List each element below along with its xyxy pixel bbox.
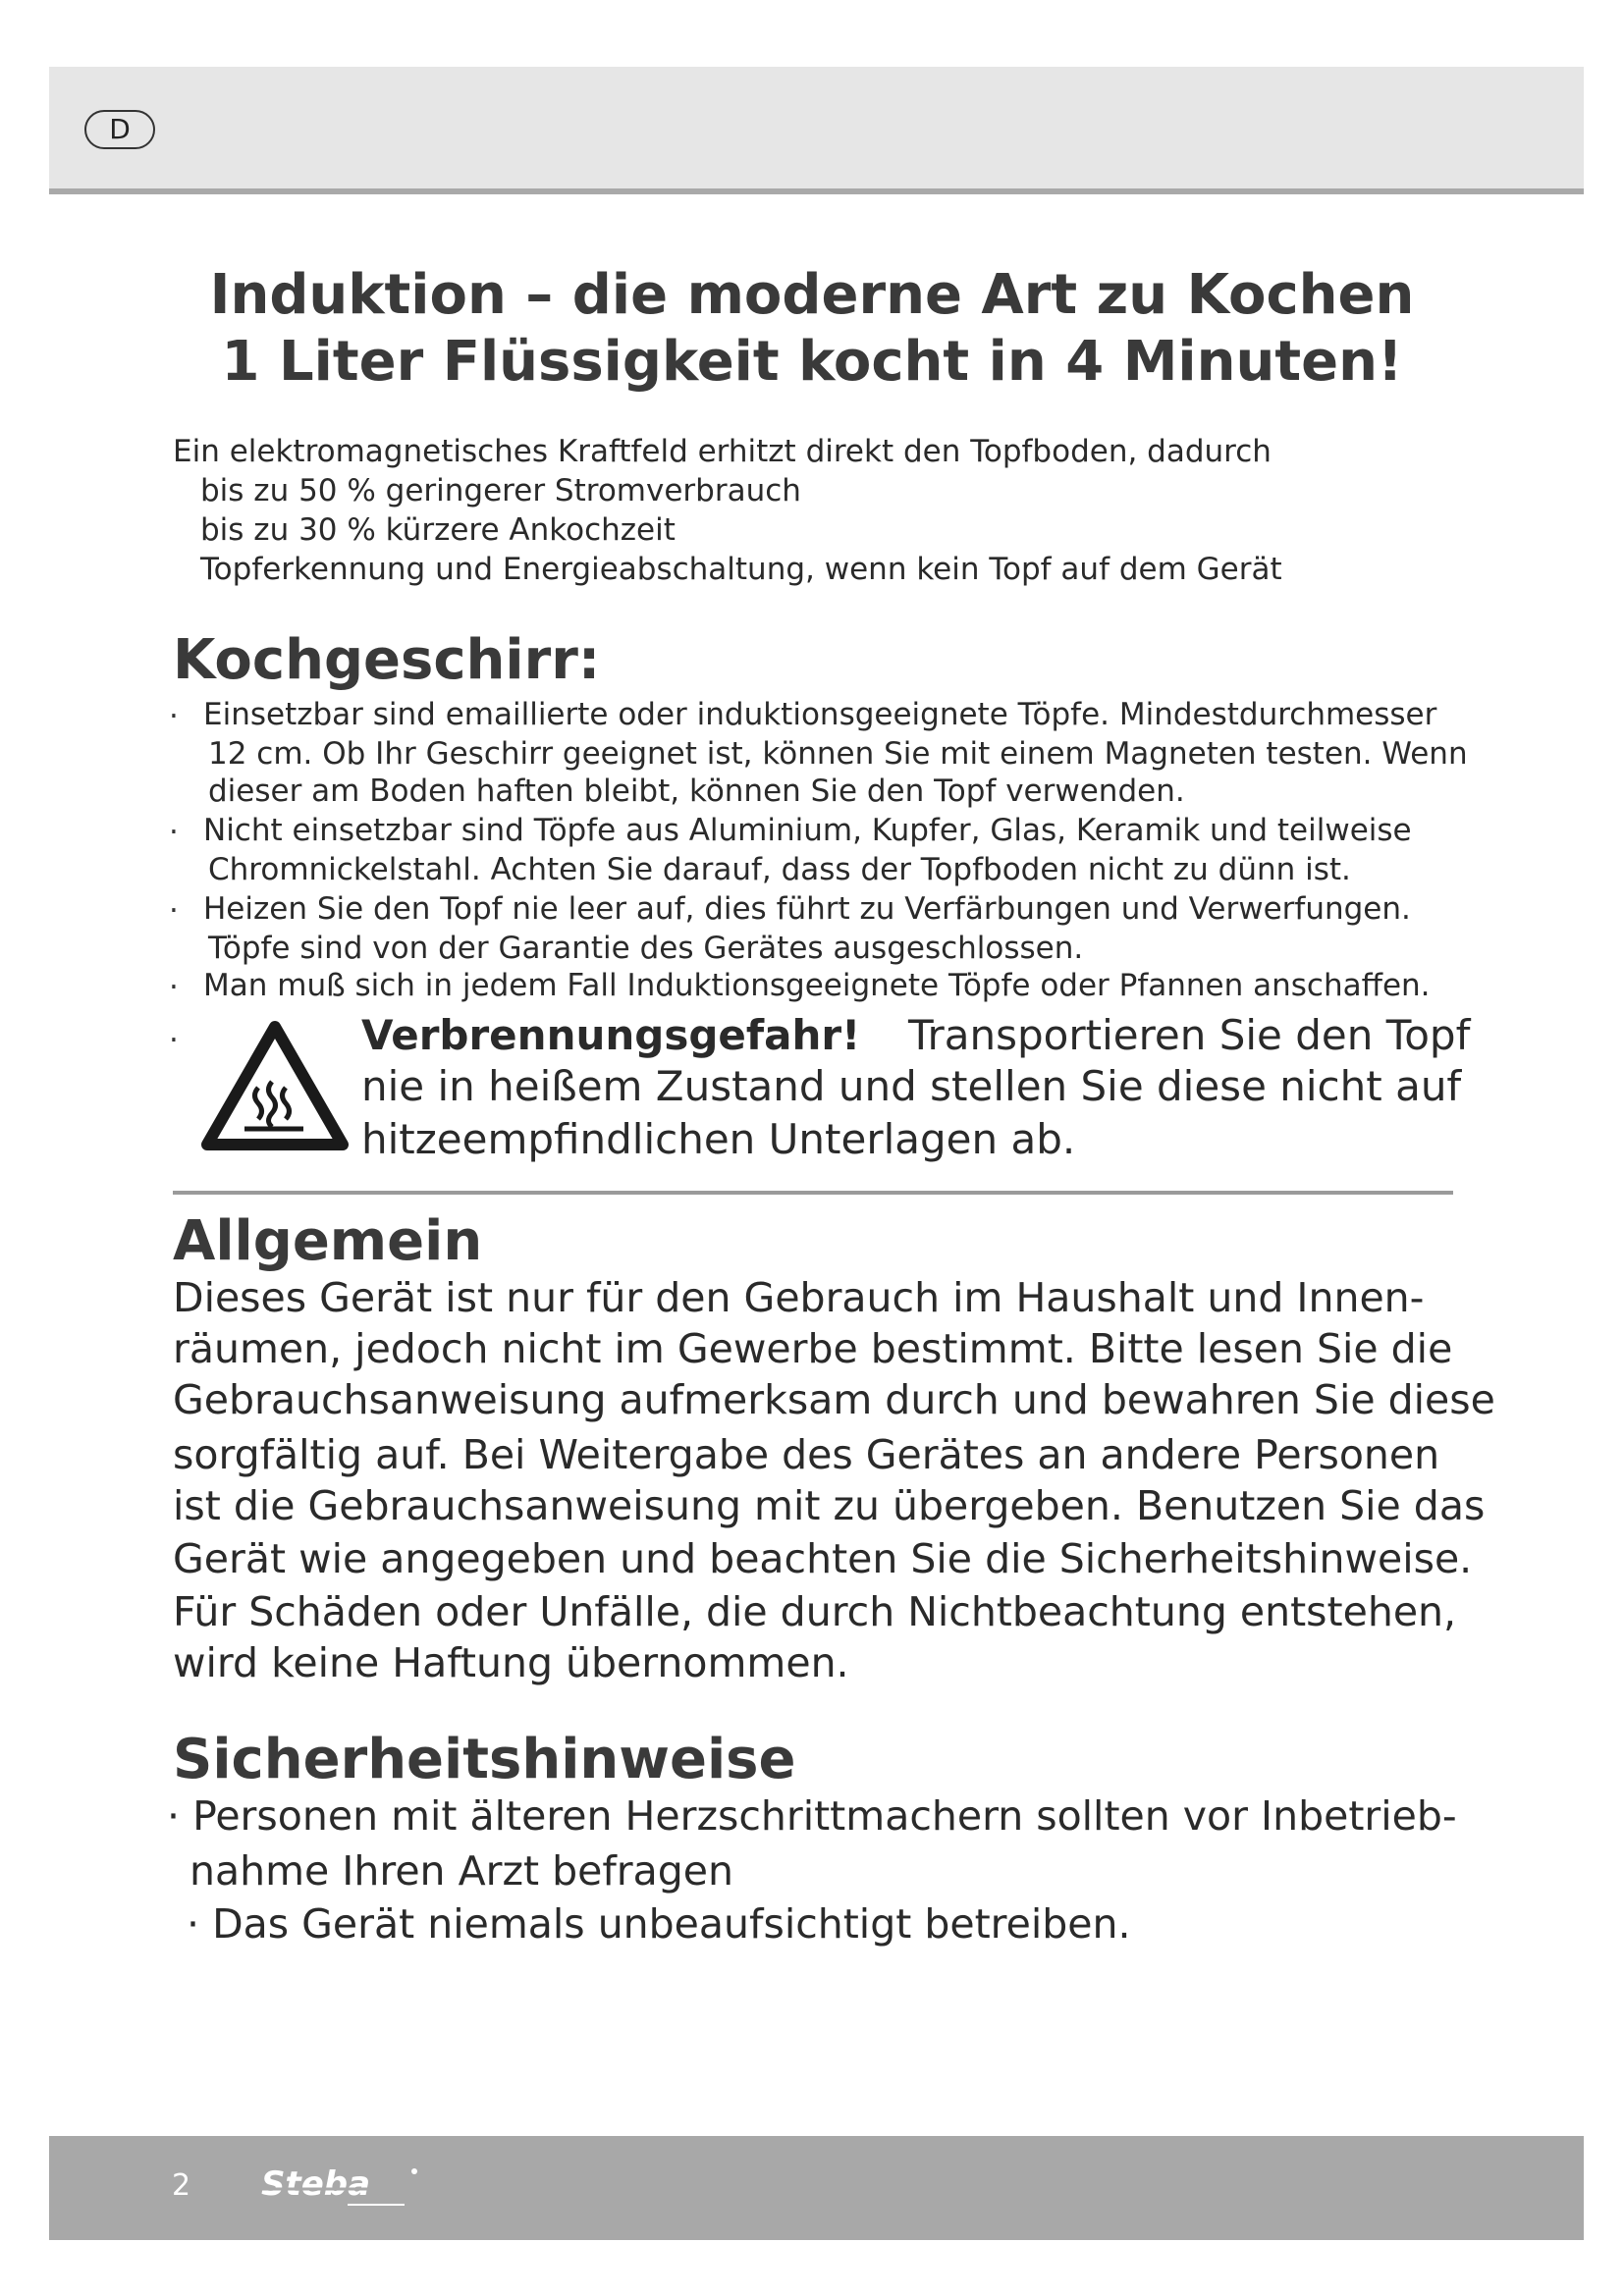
footer-band	[49, 2136, 1584, 2240]
warning-line-1	[361, 1011, 1470, 1059]
page-number: 2	[172, 2168, 191, 2203]
warning-line-3: hitzeempfindlichen Unterlagen ab.	[361, 1115, 1076, 1163]
bullet-line: Chromnickelstahl. Achten Sie darauf, dass der Topfboden nicht zu dünn ist.	[208, 852, 1351, 887]
page-title-line1: Induktion – die moderne Art zu Kochen	[209, 263, 1415, 327]
bullet-line: 12 cm. Ob Ihr Geschirr geeignet ist, können Sie mit einem Magneten testen. Wenn	[208, 736, 1468, 772]
intro-item: bis zu 30 % kürzere Ankochzeit	[200, 512, 676, 548]
body-text-line: räumen, jedoch nicht im Gewerbe bestimmt. Bitte lesen Sie die	[173, 1325, 1453, 1372]
bullet-line: dieser am Boden haften bleibt, können Sie den Topf verwenden.	[208, 774, 1185, 809]
bullet-line: Einsetzbar sind emaillierte oder induktionsgeeignete Töpfe. Mindestdurchmesser	[203, 697, 1437, 732]
body-text-line: Gerät wie angegeben und beachten Sie die Sicherheitshinweise.	[173, 1535, 1473, 1582]
safety-bullet-line: · Personen mit älteren Herzschrittmachern sollten vor Inbetrieb-	[167, 1792, 1457, 1840]
section-heading-kochgeschirr: Kochgeschirr:	[173, 628, 601, 692]
body-text-line: ist die Gebrauchsanweisung mit zu übergeben. Benutzen Sie das	[173, 1482, 1486, 1529]
brand-logo-text: Steba	[261, 2164, 371, 2204]
bullet-dot: ·	[169, 1023, 179, 1058]
bullet-line: Töpfe sind von der Garantie des Gerätes ausgeschlossen.	[208, 931, 1084, 966]
safety-bullet-line: nahme Ihren Arzt befragen	[189, 1847, 734, 1895]
intro-item: bis zu 50 % geringerer Stromverbrauch	[200, 473, 801, 508]
section-heading-allgemein: Allgemein	[173, 1209, 483, 1273]
warning-bold-label: Verbrennungsgefahr!	[361, 1011, 861, 1059]
bullet-line: Man muß sich in jedem Fall Induktionsgeeignete Töpfe oder Pfannen anschaffen.	[203, 968, 1431, 1003]
language-badge: D	[84, 110, 155, 149]
bullet-dot: ·	[169, 815, 179, 850]
body-text-line: Gebrauchsanweisung aufmerksam durch und bewahren Sie diese	[173, 1376, 1495, 1423]
safety-bullet-line: · Das Gerät niemals unbeaufsichtigt betreiben.	[187, 1900, 1131, 1948]
intro-lead: Ein elektromagnetisches Kraftfeld erhitzt direkt den Topfboden, dadurch	[173, 434, 1272, 469]
bullet-line: Nicht einsetzbar sind Töpfe aus Aluminium, Kupfer, Glas, Keramik und teilweise	[203, 813, 1412, 848]
header-band	[49, 67, 1584, 194]
bullet-dot: ·	[169, 893, 179, 929]
body-text-line: wird keine Haftung übernommen.	[173, 1639, 849, 1686]
steba-logo	[257, 2163, 463, 2215]
body-text-line: sorgfältig auf. Bei Weitergabe des Gerätes an andere Personen	[173, 1431, 1440, 1478]
bullet-dot: ·	[169, 970, 179, 1005]
intro-item: Topferkennung und Energieabschaltung, wenn kein Topf auf dem Gerät	[200, 552, 1282, 587]
page-title-line2: 1 Liter Flüssigkeit kocht in 4 Minuten!	[221, 330, 1403, 394]
body-text-line: Für Schäden oder Unfälle, die durch Nichtbeachtung entstehen,	[173, 1588, 1457, 1635]
body-text-line: Dieses Gerät ist nur für den Gebrauch im Haushalt und Innen-	[173, 1274, 1425, 1321]
warning-line-2: nie in heißem Zustand und stellen Sie diese nicht auf	[361, 1062, 1462, 1110]
section-heading-sicherheitshinweise: Sicherheitshinweise	[173, 1728, 796, 1791]
bullet-line: Heizen Sie den Topf nie leer auf, dies führt zu Verfärbungen und Verwerfungen.	[203, 891, 1411, 927]
warning-text: Transportieren Sie den Topf	[907, 1011, 1471, 1059]
bullet-dot: ·	[169, 699, 179, 734]
hot-surface-warning-icon	[201, 1019, 349, 1152]
section-divider	[173, 1191, 1453, 1195]
